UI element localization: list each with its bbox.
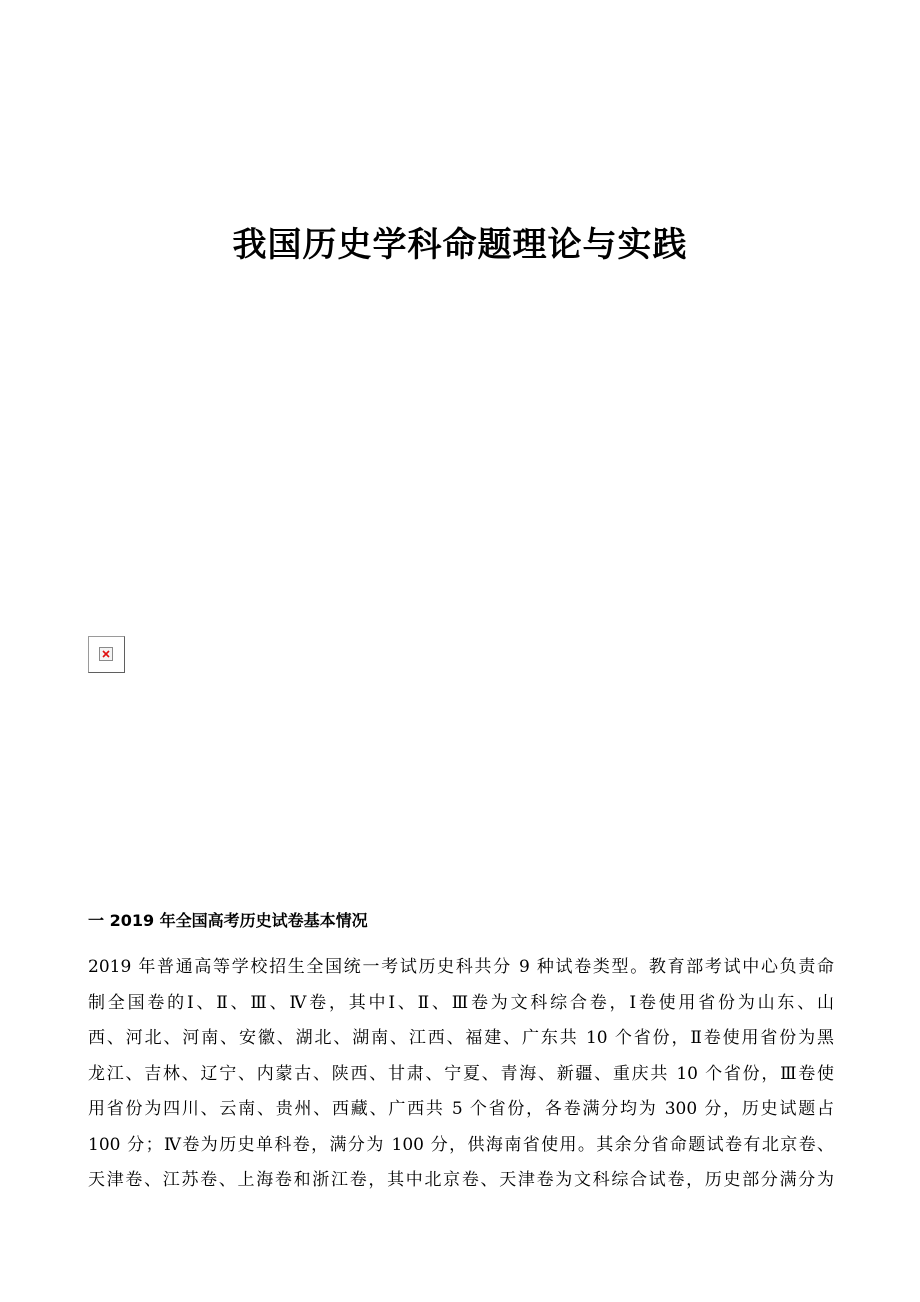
paragraph-line: 100 分；Ⅳ卷为历史单科卷，满分为 100 分，供海南省使用。其余分省命题试卷有北京卷、 [88, 1134, 834, 1155]
paragraph-line: 天津卷、江苏卷、上海卷和浙江卷，其中北京卷、天津卷为文科综合试卷，历史部分满分为 [88, 1170, 834, 1190]
broken-image-icon [99, 647, 113, 661]
section-body [88, 950, 834, 1199]
paragraph-line: 用省份为四川、云南、贵州、西藏、广西共 5 个省份，各卷满分均为 300 分，历史试题占 [88, 1099, 834, 1119]
document-title: 我国历史学科命题理论与实践 [232, 225, 688, 265]
paragraph-line: 西、河北、河南、安徽、湖北、湖南、江西、福建、广东共 10 个省份，Ⅱ卷使用省份为黑 [88, 1028, 834, 1048]
broken-image-placeholder [88, 636, 125, 673]
paragraph-line: 制全国卷的Ⅰ、Ⅱ、Ⅲ、Ⅳ卷，其中Ⅰ、Ⅱ、Ⅲ卷为文科综合卷，Ⅰ卷使用省份为山东、山 [88, 992, 834, 1013]
paragraph-line: 2019 年普通高等学校招生全国统一考试历史科共分 9 种试卷类型。教育部考试中心负责命 [88, 957, 834, 977]
paragraph-line: 龙江、吉林、辽宁、内蒙古、陕西、甘肃、宁夏、青海、新疆、重庆共 10 个省份，Ⅲ卷使 [88, 1063, 834, 1084]
section-heading: 一 2019 年全国高考历史试卷基本情况 [88, 911, 368, 930]
